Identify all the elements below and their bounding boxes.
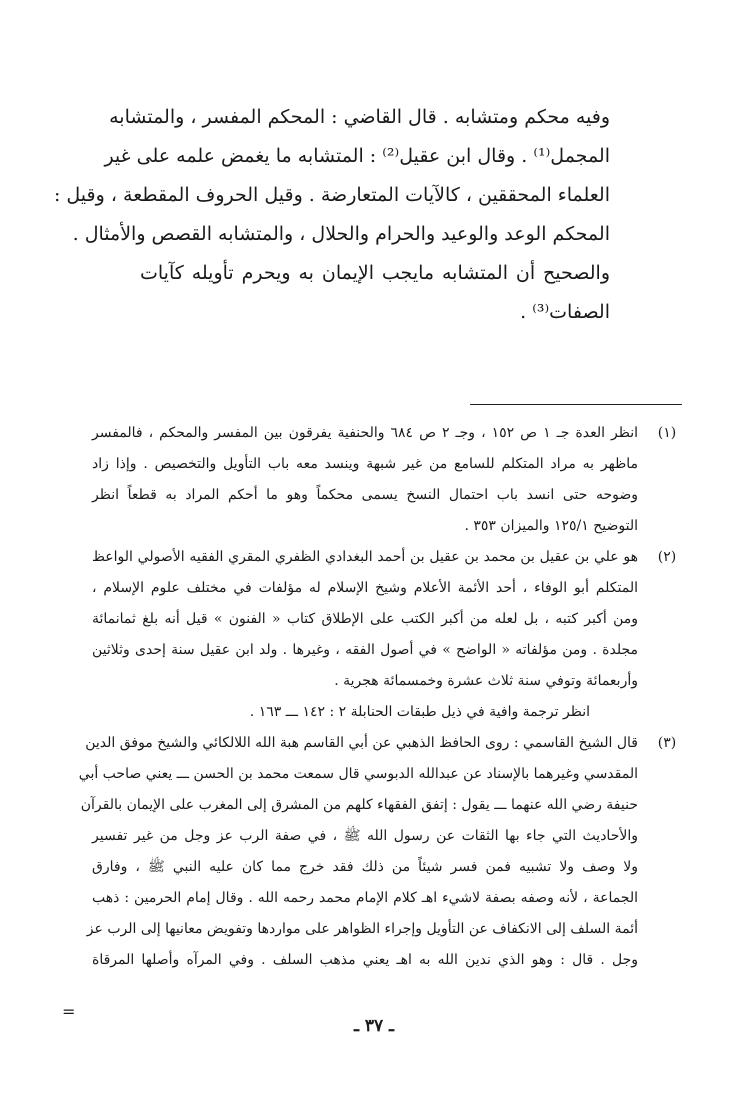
footnote-line: التوضيح ١٢٥/١ والميزان ٣٥٣ . bbox=[464, 518, 638, 534]
footnote-line: ولا وصف ولا تشبيه فمن فسر شيئاً من ذلك فقد خرج مما كان عليه النبي ﷺ ، وفارق bbox=[92, 859, 638, 875]
footnote-line: انظر ترجمة وافية في ذيل طبقات الحنابلة ٢ : ١٤٢ ـــ ١٦٣ . bbox=[249, 704, 590, 720]
footnote-line: وجل . قال : وهو الذي ندين الله به اهـ يعني مذهب السلف . وفي المرآه وأصلها المرقاة bbox=[92, 952, 638, 968]
page-number: ـ ٣٧ ـ bbox=[353, 1016, 395, 1036]
footnote-line: المقدسي وغيرهما بالإسناد عن عبدالله الدبوسي قال سمعت محمد بن الحسن ـــ يعني صاحب أبي bbox=[78, 766, 638, 782]
footnote-line: وضوحه حتى انسد باب احتمال النسخ يسمى محكماً وهو ما أحكم المراد به قطعاً انظر bbox=[92, 487, 638, 503]
main-text-line: العلماء المحققين ، كالآيات المتعارضة . وقيل الحروف المقطعة ، وقيل : bbox=[53, 184, 610, 206]
footnote-1 bbox=[92, 418, 686, 542]
footnotes bbox=[78, 418, 686, 976]
footnote-line: والأحاديث التي جاء بها الثقات عن رسول الله ﷺ ، في صفة الرب عز وجل من غير تفسير bbox=[92, 828, 638, 844]
main-text-line: والصحيح أن المتشابه مايجب الإيمان به ويحرم تأويله كآيات bbox=[140, 262, 610, 284]
footnote-line: ومن أكبر كتبه ، بل لعله من أكبر الكتب على الإطلاق كتاب « الفنون » قيل أنه بلغ ثمانمائة bbox=[92, 611, 638, 627]
footnote-line: ماظهر به مراد المتكلم للسامع من غير شبهة وينسد معه باب التأويل والتخصيص . وإذا زاد bbox=[92, 456, 638, 472]
main-text bbox=[53, 98, 610, 332]
footnote-line: الجماعة ، لأنه وصفه بصفة لاشيء اهـ كلام الإمام محمد رحمه الله . وقال إمام الحرمين : ذهب bbox=[92, 890, 638, 906]
footnote-line: المتكلم أبو الوفاء ، أحد الأئمة الأعلام وشيخ الإسلام له مؤلفات في مختلف علوم الإسلام ، bbox=[92, 580, 638, 596]
main-text-line: المجمل⁽¹⁾ . وقال ابن عقيل⁽²⁾ : المتشابه ما يغمض علمه على غير bbox=[104, 145, 610, 167]
footnote-line: انظر العدة جـ ١ ص ١٥٢ ، وجـ ٢ ص ٦٨٤ والحنفية يفرقون بين المفسر والمحكم ، فالمفسر bbox=[92, 425, 639, 441]
main-text-line: وفيه محكم ومتشابه . قال القاضي : المحكم المفسر ، والمتشابه bbox=[109, 106, 610, 128]
footnote-3 bbox=[78, 728, 686, 976]
footnote-line: أئمة السلف إلى الانكفاف عن التأويل وإجراء الظواهر على مواردها وتفويض معانيها إلى الرب عز bbox=[86, 921, 638, 937]
footnote-separator-rule bbox=[470, 404, 682, 405]
continuation-mark: = bbox=[62, 1002, 76, 1021]
footnote-number: (٢) bbox=[657, 549, 677, 565]
footnote-number: (٣) bbox=[657, 735, 677, 751]
footnote-line: هو علي بن عقيل بن محمد بن عقيل بن أحمد البغدادي الظفري المقري الفقيه الأصولي الواعظ bbox=[92, 549, 638, 565]
footnote-line: حنيفة رضي الله عنهما ـــ يقول : إتفق الفقهاء كلهم من المشرق إلى المغرب على الإيمان بالقرآن bbox=[80, 797, 638, 813]
footnote-line: قال الشيخ القاسمي : روى الحافظ الذهبي عن أبي القاسم هبة الله اللالكائي والشيخ موفق الدين bbox=[85, 735, 638, 751]
main-text-line: الصفات⁽³⁾ . bbox=[520, 301, 610, 323]
main-text-line: المحكم الوعد والوعيد والحرام والحلال ، والمتشابه القصص والأمثال . bbox=[72, 223, 610, 245]
footnote-line: وأربعمائة وتوفي سنة ثلاث عشرة وخمسمائة هجرية . bbox=[334, 673, 638, 689]
footnote-number: (١) bbox=[657, 425, 677, 441]
footnote-line: مجلدة . ومن مؤلفاته « الواضح » في أصول الفقه ، وغيرها . ولد ابن عقيل سنة إحدى وثلاثين bbox=[92, 642, 638, 658]
footnote-2 bbox=[92, 542, 686, 728]
